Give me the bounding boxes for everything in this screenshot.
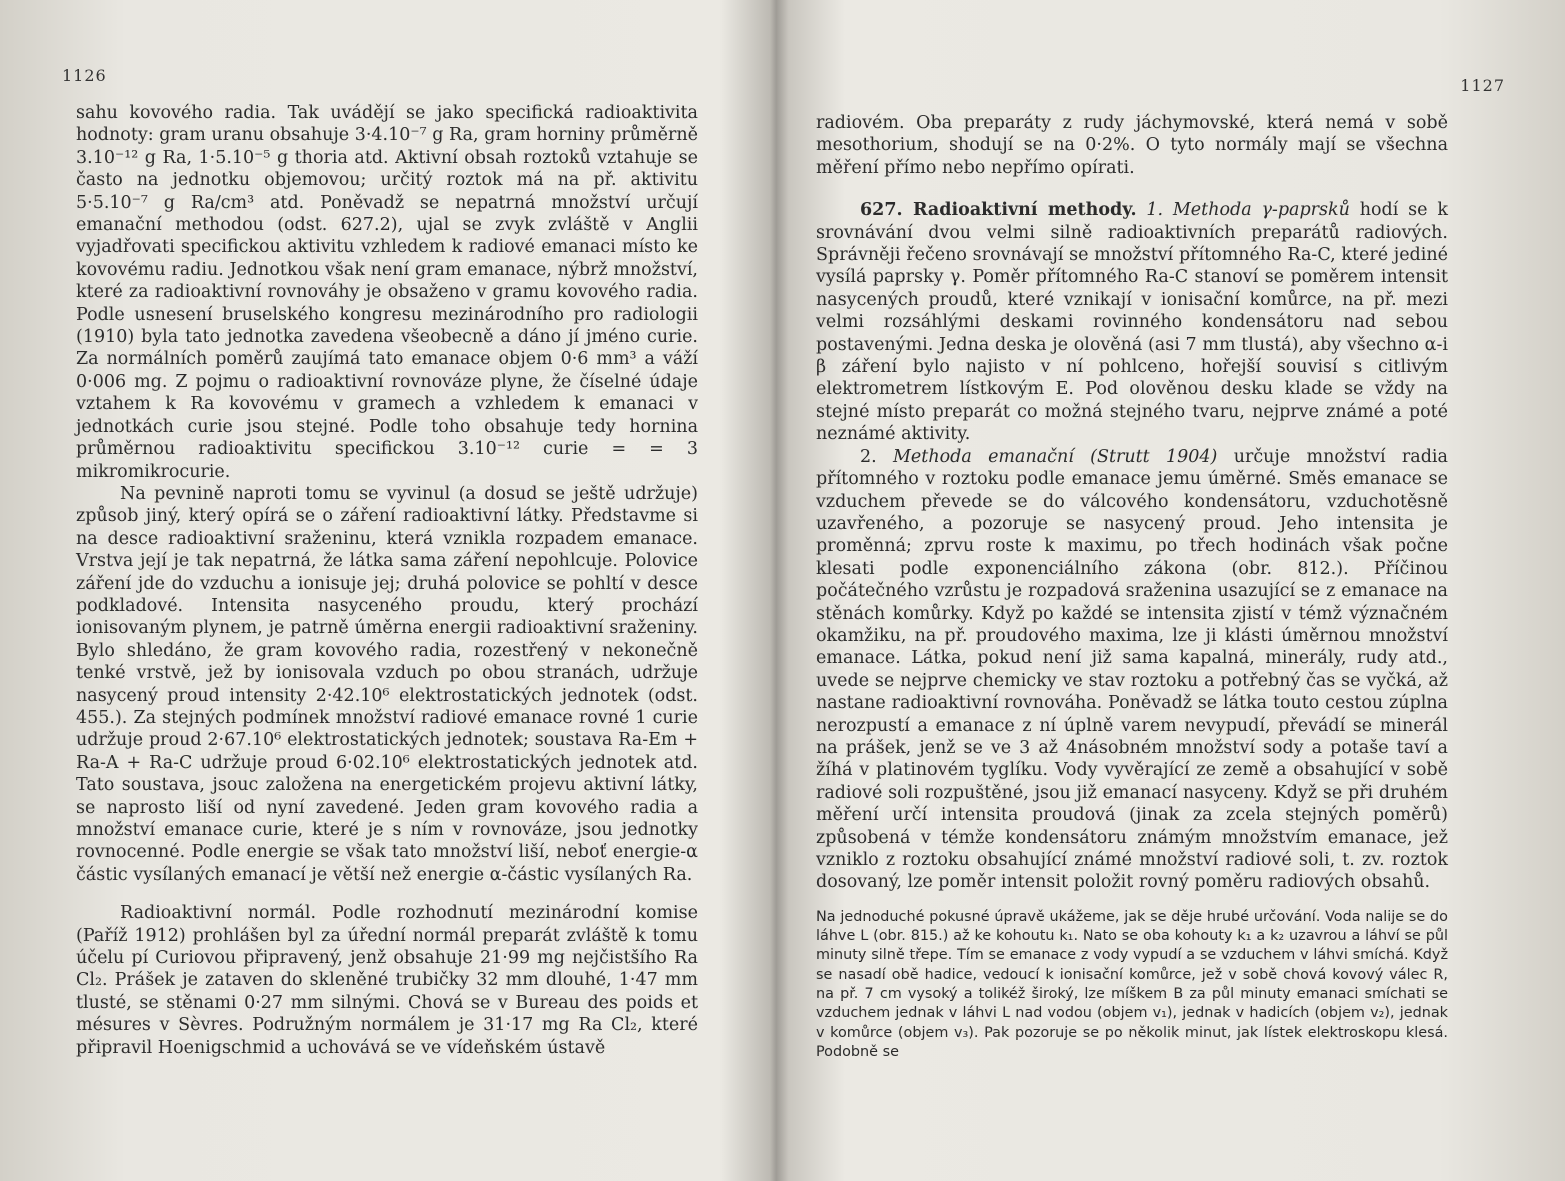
paragraph: radiovém. Oba preparáty z rudy jáchymovské, která nemá v sobě mesothorium, shodují se na 0·2%. O tyto normály mají se všechna měření přímo nebo nepřímo opírati. xyxy=(816,113,1448,178)
section-text: určuje množství radia přítomného v roztoku podle emanace jemu úměrné. Směs emanace se vzduchem převede se do válcového kondensátoru, vzduchotěsně uzavřeného, a pozoruje se nasycený proud. Jeho intensita je proměnná; zprvu roste k maximu, po třech hodinách však počne klesati podle exponenciálního zákona (obr. 812.). Příčinou počátečného vzrůstu je rozpadová sraženina usazující se z emanace na stěnách komůrky. Když po každé se intensita zjistí v témž význačném okamžiku, na př. proudového maxima, lze ji klásti úměrnou množství emanace. Látka, pokud není již sama kapalná, minerály, rudy atd., uvede se nejprve chemicky ve stav roztoku a potřebný čas se vyčká, až nastane radioaktivní rovnováha. Poněvadž se látka touto cestou zúplna nerozpustí a emanace z ní úplně varem nevypudí, převádí se minerál na prášek, jenž se ve 3 až 4násobném množství sody a potaše taví a žíhá v platinovém tyglíku. Vody vyvěrající ze země a obsahující v sobě radiové soli rozpuštěné, jsou již emanací nasyceny. Když se při druhém měření určí intensita proudová (jinak za zcela stejných poměrů) způsobená v témže kondensátoru známým množstvím emanace, jež vzniklo z roztoku obsahující známé množství radiové soli, t. zv. roztok dosovaný, lze poměr intensit položit rovný poměru radiových obsahů. xyxy=(816,446,1448,893)
paragraph: sahu kovového radia. Tak uvádějí se jako specifická radioaktivita hodnoty: gram uranu obsahuje 3·4.10⁻⁷ g Ra, gram horniny průměrně 3.10⁻¹² g Ra, 1·5.10⁻⁵ g thoria atd. Aktivní obsah roztoků vztahuje se často na jednotku objemovou; určitý roztok má na př. aktivitu 5·5.10⁻⁷ g Ra/cm³ atd. Poněvadž se nepatrná množství určují emanační methodou (odst. 627.2), ujal se zvyk zvláště v Anglii vyjadřovati specifickou aktivitu vzhledem k radiové emanaci místo ke kovovému radiu. Jednotkou však není gram emanace, nýbrž množství, které za radioaktivní rovnováhy je obsaženo v gramu kovového radia. Podle usnesení bruselského kongresu mezinárodního pro radiologii (1910) byla tato jednotka zavedena všeobecně a dáno jí jméno curie. Za normálních poměrů zaujímá tato emanace objem 0·6 mm³ a váží 0·006 mg. Z pojmu o radioaktivní rovnováze plyne, že číselné údaje vztahem k Ra kovovému v gramech a vzhledem k emanaci v jednotkách curie jsou stejné. Podle toho obsahuje tedy hornina průměrnou radioaktivitu specifickou 3.10⁻¹² curie = = 3 mikromikrocurie. xyxy=(76,103,698,482)
page-number: 1126 xyxy=(62,66,107,85)
section-heading: 627. Radioaktivní methody. xyxy=(860,200,1137,221)
page-number: 1127 xyxy=(1460,76,1505,95)
page-body xyxy=(76,102,698,1059)
item-number: 1. xyxy=(1146,200,1164,221)
section-627 xyxy=(816,199,1448,445)
right-page xyxy=(782,0,1565,1181)
item-title: Methoda emanační xyxy=(893,446,1074,467)
page-body xyxy=(816,112,1448,1062)
section-method-2 xyxy=(816,446,1448,894)
section-text: hodí se k srovnávání dvou velmi silně radioaktivních preparátů radiových. Správněji řečeno srovnávají se množství přítomného Ra-C, které jediné vysílá paprsky γ. Poměr přítomného Ra-C stanoví se poměrem intensit nasycených proudů, které vznikají v ionisační komůrce, na př. mezi velmi rozsáhlými deskami rovinného kondensátoru nad sebou postavenými. Jedna deska je olověná (asi 7 mm tlustá), aby všechno α-i β záření bylo najisto v ní pohlceno, hořejší souvisí s citlivým elektrometrem lístkovým E. Pod olověnou desku klade se vždy na stejné místo preparát co možná stejného tvaru, nejprve známé a poté neznámé aktivity. xyxy=(816,200,1448,445)
paragraph: Radioaktivní normál. Podle rozhodnutí mezinárodní komise (Paříž 1912) prohlášen byl za úřední normál preparát zvláště k tomu účelu pí Curiovou připravený, jenž obsahuje 21·99 mg nejčistšího Ra Cl₂. Prášek je zataven do skleněné trubičky 32 mm dlouhé, 1·47 mm tlusté, se stěnami 0·27 mm silnými. Chová se v Bureau des poids et mésures v Sèvres. Podružným normálem je 31·17 mg Ra Cl₂, které připravil Hoenigschmid a uchovává se ve vídeňském ústavě xyxy=(76,903,698,1058)
paragraph: Na pevnině naproti tomu se vyvinul (a dosud se ještě udržuje) způsob jiný, který opírá se o záření radioaktivní látky. Představme si na desce radioaktivní sraženinu, která vznikla rozpadem emanace. Vrstva její je tak nepatrná, že látka sama záření nepohlcuje. Polovice záření jde do vzduchu a ionisuje jej; druhá polovice se pohltí v desce podkladové. Intensita nasyceného proudu, který prochází ionisovaným plynem, je patrně úměrna energii radioaktivní sraženiny. Bylo shledáno, že gram kovového radia, rozestřený v nekonečně tenké vrstvě, jež by ionisovala vzduch po obou stranách, udržuje nasycený proud intensity 2·42.10⁶ elektrostatických jednotek (odst. 455.). Za stejných podmínek množství radiové emanace rovné 1 curie udržuje proud 2·67.10⁶ elektrostatických jednotek; soustava Ra-Em + Ra-A + Ra-C udržuje proud 6·02.10⁶ elektrostatických jednotek atd. Tato soustava, jsouc založena na energetickém projevu aktivní látky, se naprosto liší od nyní zavedené. Jeden gram kovového radia a množství emanace curie, které je s ním v rovnováze, jsou jednotky rovnocenné. Podle energie se však tato množství liší, neboť energie-α částic vysílaných emanací je větší než energie α-částic vysílaných Ra. xyxy=(76,483,698,885)
small-print-paragraph: Na jednoduché pokusné úpravě ukážeme, jak se děje hrubé určování. Voda nalije se do láhve L (obr. 815.) až ke kohoutu k₁. Nato se oba kohouty k₁ a k₂ uzavrou a láhví se půl minuty silně třepe. Tím se emanace z vody vypudí a se vzduchem v láhvi smíchá. Když se nasadí obě hadice, vedoucí k ionisační komůrce, jež v sobě chová kovový válec R, na př. 7 cm vysoký a tolikéž široký, lze míškem B za půl minuty emanaci smíchati se vzduchem jednak v láhvi L nad vodou (objem v₁), jednak v hadicích (objem v₂), jednak v komůrce (objem v₃). Pak pozoruje se po několik minut, jak lístek elektroskopu klesá. Podobně se xyxy=(816,908,1448,1060)
item-author: (Strutt 1904) xyxy=(1090,446,1218,467)
item-title: Methoda γ-paprsků xyxy=(1172,200,1350,221)
item-number: 2. xyxy=(860,446,877,467)
left-page xyxy=(0,0,770,1181)
